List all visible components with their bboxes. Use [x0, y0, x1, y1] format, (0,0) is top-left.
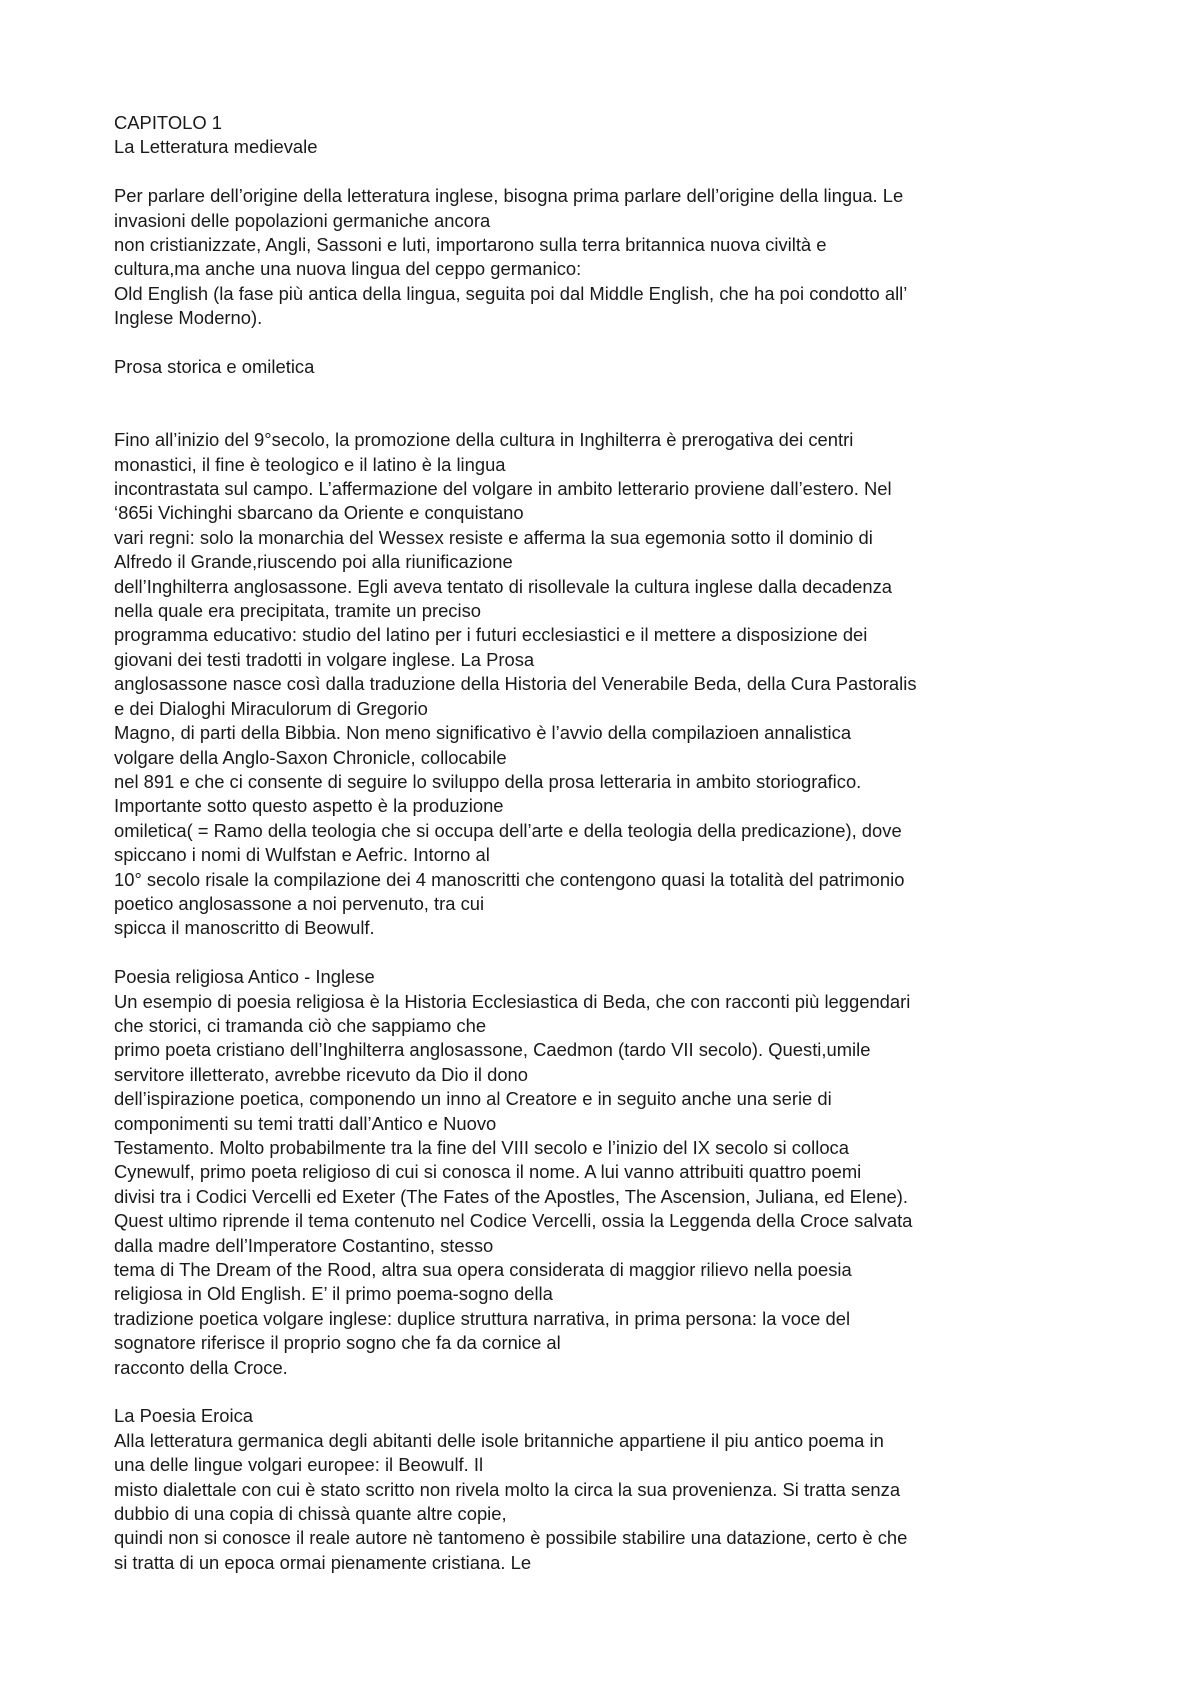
- paragraph-line: volgare della Anglo-Saxon Chronicle, collocabile: [114, 746, 507, 768]
- paragraph-line: incontrastata sul campo. L’affermazione del volgare in ambito letterario proviene dall’estero. Nel: [114, 478, 892, 500]
- paragraph-line: tema di The Dream of the Rood, altra sua opera considerata di maggior rilievo nella poesia: [114, 1259, 852, 1281]
- paragraph-line: programma educativo: studio del latino per i futuri ecclesiastici e il mettere a disposizione dei: [114, 624, 868, 646]
- paragraph-line: nel 891 e che ci consente di seguire lo sviluppo della prosa letteraria in ambito storiografico.: [114, 770, 862, 792]
- paragraph-line: che storici, ci tramanda ciò che sappiamo che: [114, 1014, 487, 1036]
- paragraph-line: e dei Dialoghi Miraculorum di Gregorio: [114, 697, 428, 719]
- paragraph-line: religiosa in Old English. E’ il primo poema-sogno della: [114, 1283, 553, 1305]
- paragraph-line: Alla letteratura germanica degli abitanti delle isole britanniche appartiene il piu antico poema in: [114, 1429, 884, 1451]
- section-poesia-eroica: [114, 1404, 1094, 1575]
- section-heading: Prosa storica e omiletica: [114, 356, 315, 378]
- section-prosa: [114, 355, 1094, 941]
- spacer: [114, 941, 1094, 965]
- paragraph-line: anglosassone nasce così dalla traduzione della Historia del Venerabile Beda, della Cura Pastoralis: [114, 673, 917, 695]
- paragraph-line: quindi non si conosce il reale autore nè tantomeno è possibile stabilire una datazione, certo è che: [114, 1527, 908, 1549]
- paragraph-line: monastici, il fine è teologico e il latino è la lingua: [114, 453, 506, 475]
- paragraph-line: Un esempio di poesia religiosa è la Historia Ecclesiastica di Beda, che con racconti più leggendari: [114, 990, 911, 1012]
- paragraph-line: Testamento. Molto probabilmente tra la fine del VIII secolo e l’inizio del IX secolo si colloca: [114, 1137, 849, 1158]
- paragraph-line: nella quale era precipitata, tramite un preciso: [114, 600, 481, 622]
- spacer: [114, 160, 1094, 184]
- paragraph-line: spicca il manoscritto di Beowulf.: [114, 917, 375, 939]
- intro-paragraph: [114, 184, 1094, 330]
- paragraph-line: vari regni: solo la monarchia del Wessex resiste e afferma la sua egemonia sotto il dominio di: [114, 526, 873, 548]
- paragraph-line: dalla madre dell’Imperatore Costantino, stesso: [114, 1234, 494, 1256]
- paragraph-line: giovani dei testi tradotti in volgare inglese. La Prosa: [114, 648, 535, 670]
- paragraph-line: componimenti su temi tratti dall’Antico e Nuovo: [114, 1112, 497, 1134]
- paragraph-line: Cynewulf, primo poeta religioso di cui si conosca il nome. A lui vanno attribuiti quattro poemi: [114, 1161, 862, 1183]
- paragraph-line: divisi tra i Codici Vercelli ed Exeter (The Fates of the Apostles, The Ascension, Juliana, ed Elene).: [114, 1185, 908, 1207]
- intro-line: non cristianizzate, Angli, Sassoni e luti, importarono sulla terra britannica nuova civiltà e: [114, 234, 827, 256]
- chapter-title: La Letteratura medievale: [114, 136, 318, 158]
- section-heading: La Poesia Eroica: [114, 1405, 254, 1427]
- paragraph-line: dell’Inghilterra anglosassone. Egli aveva tentato di risollevale la cultura inglese dalla decadenza: [114, 575, 893, 597]
- paragraph-line: Alfredo il Grande,riuscendo poi alla riunificazione: [114, 551, 513, 573]
- paragraph-line: tradizione poetica volgare inglese: duplice struttura narrativa, in prima persona: la voce del: [114, 1307, 851, 1329]
- intro-line: Old English (la fase più antica della lingua, seguita poi dal Middle English, che ha poi condotto all’: [114, 282, 908, 304]
- paragraph-line: Quest ultimo riprende il tema contenuto nel Codice Vercelli, ossia la Leggenda della Croce salvata: [114, 1210, 913, 1232]
- intro-line: cultura,ma anche una nuova lingua del ceppo germanico:: [114, 258, 582, 280]
- paragraph-line: ‘865i Vichinghi sbarcano da Oriente e conquistano: [114, 502, 524, 524]
- paragraph-line: misto dialettale con cui è stato scritto non rivela molto la circa la sua provenienza. Si tratta senza: [114, 1478, 901, 1500]
- intro-line: invasioni delle popolazioni germaniche ancora: [114, 209, 491, 231]
- paragraph-line: omiletica( = Ramo della teologia che si occupa dell’arte e della teologia della predicazione), dove: [114, 819, 902, 841]
- spacer: [114, 331, 1094, 355]
- paragraph-line: primo poeta cristiano dell’Inghilterra anglosassone, Caedmon (tardo VII secolo). Questi,umile: [114, 1039, 871, 1061]
- paragraph-line: Fino all’inizio del 9°secolo, la promozione della cultura in Inghilterra è prerogativa dei centri: [114, 429, 854, 451]
- document-page: [114, 111, 1094, 1575]
- paragraph-line: servitore illetterato, avrebbe ricevuto da Dio il dono: [114, 1063, 529, 1085]
- section-poesia-religiosa: [114, 965, 1094, 1380]
- paragraph-line: racconto della Croce.: [114, 1356, 288, 1378]
- paragraph-line: dubbio di una copia di chissà quante altre copie,: [114, 1503, 507, 1525]
- spacer: [114, 1380, 1094, 1404]
- paragraph-line: Importante sotto questo aspetto è la produzione: [114, 795, 504, 817]
- section-heading: Poesia religiosa Antico - Inglese: [114, 966, 375, 988]
- paragraph-line: si tratta di un epoca ormai pienamente cristiana. Le: [114, 1551, 532, 1573]
- intro-line: Inglese Moderno).: [114, 307, 263, 329]
- spacer: [114, 379, 1094, 428]
- paragraph-line: dell’ispirazione poetica, componendo un inno al Creatore e in seguito anche una serie di: [114, 1088, 832, 1110]
- intro-line: Per parlare dell’origine della letteratura inglese, bisogna prima parlare dell’origine della lingua. Le: [114, 185, 904, 207]
- paragraph-line: spiccano i nomi di Wulfstan e Aefric. Intorno al: [114, 844, 490, 866]
- paragraph-line: sognatore riferisce il proprio sogno che fa da cornice al: [114, 1332, 561, 1354]
- paragraph-line: Magno, di parti della Bibbia. Non meno significativo è l’avvio della compilazioen annalistica: [114, 722, 852, 744]
- chapter-label: CAPITOLO 1: [114, 112, 222, 133]
- paragraph-line: 10° secolo risale la compilazione dei 4 manoscritti che contengono quasi la totalità del patrimonio: [114, 868, 905, 890]
- paragraph-line: una delle lingue volgari europee: il Beowulf. Il: [114, 1454, 484, 1476]
- paragraph-line: poetico anglosassone a noi pervenuto, tra cui: [114, 892, 485, 914]
